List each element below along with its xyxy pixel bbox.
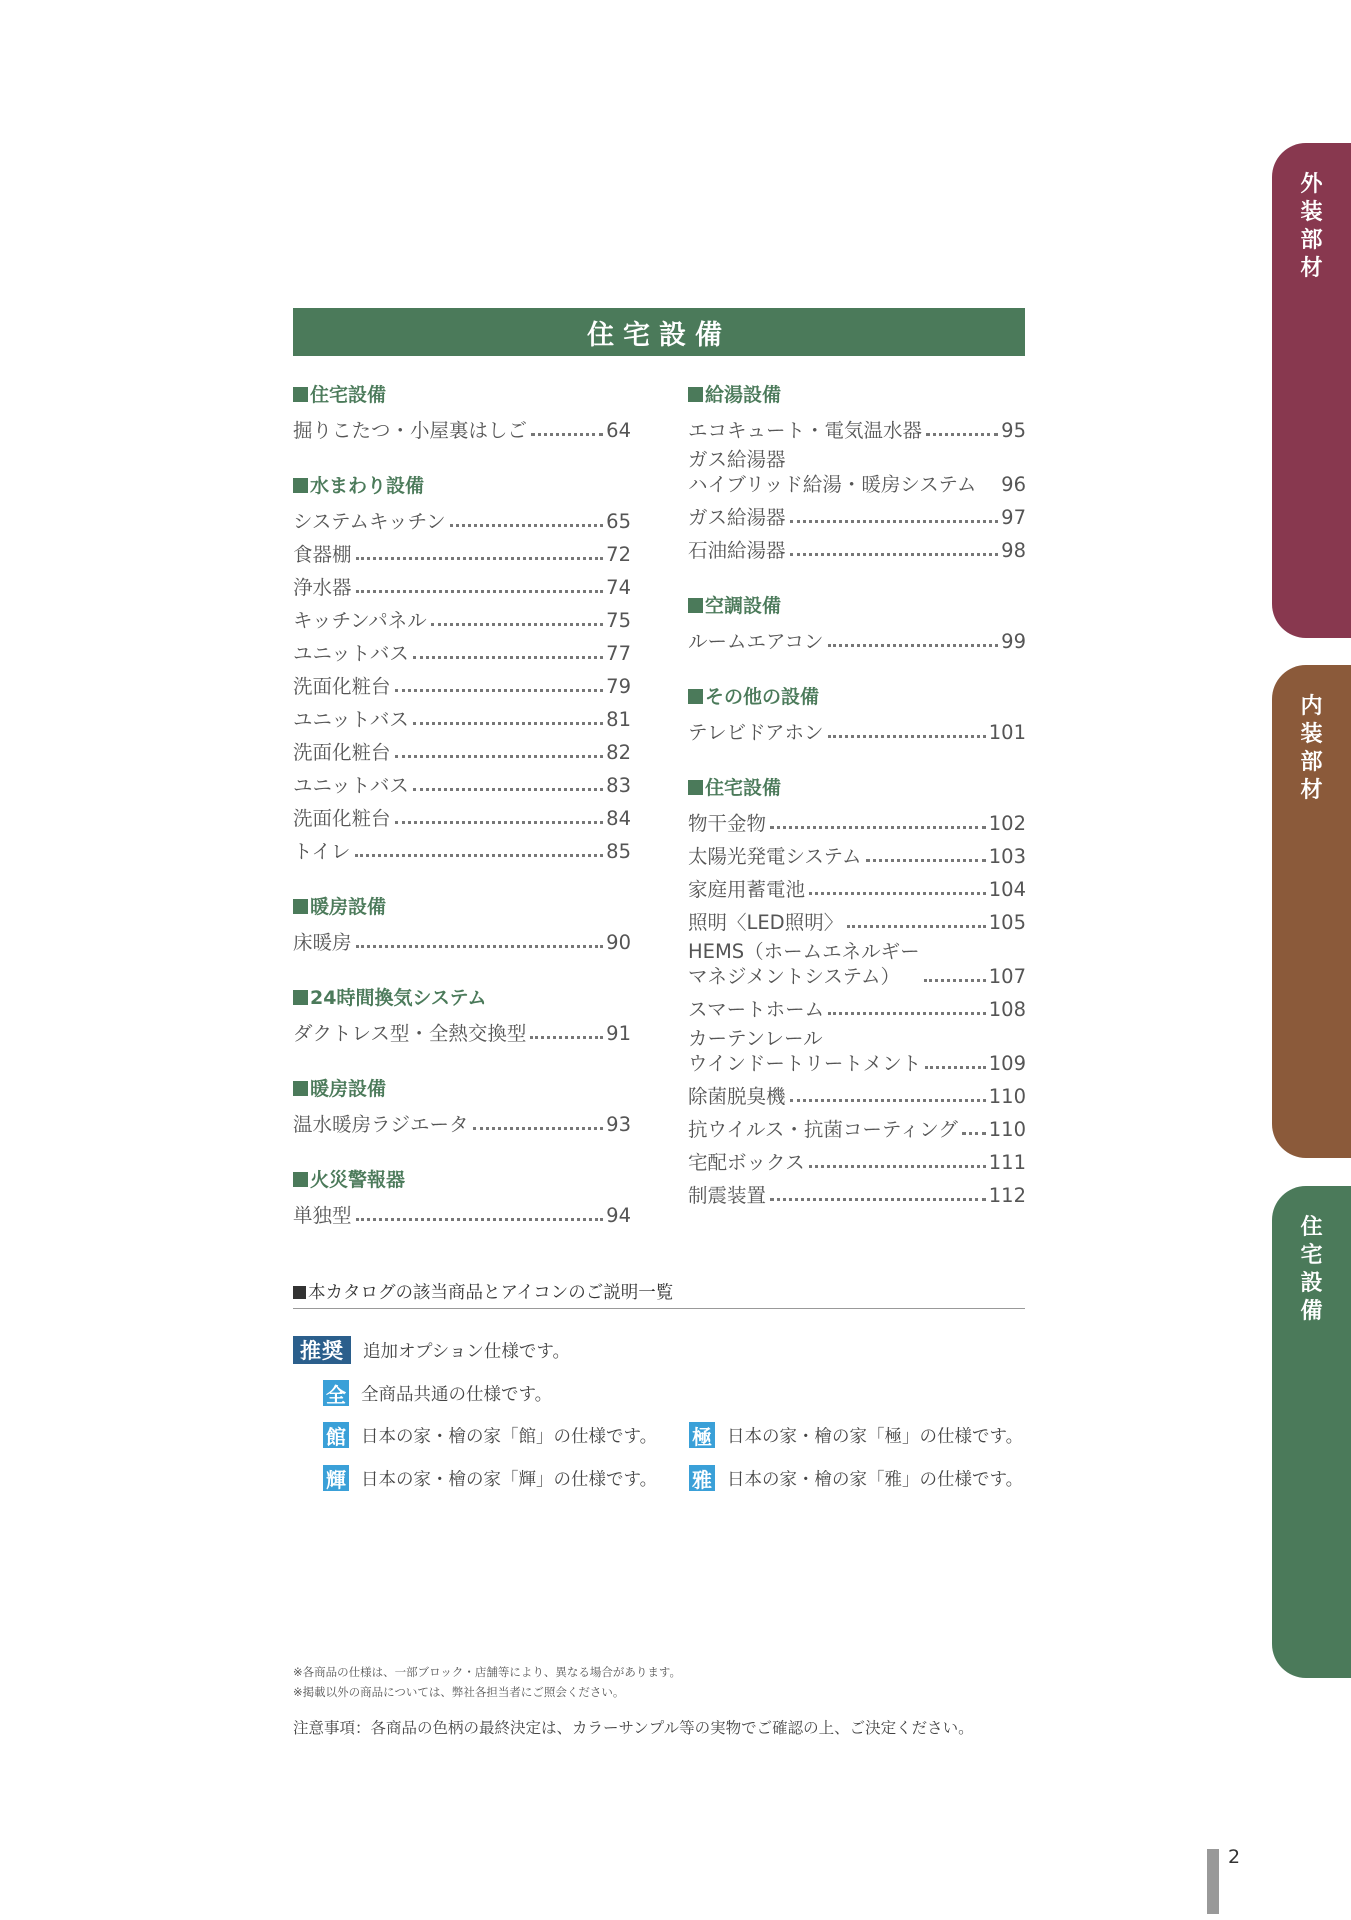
entry-page-number: 77 (606, 642, 631, 665)
entry-label: 洗面化粧台 (293, 675, 391, 698)
entry-page-number: 102 (988, 812, 1026, 835)
tab-label (1300, 693, 1322, 805)
tab-char: 部 (1300, 750, 1323, 775)
section-heading: 水まわり設備 (293, 471, 631, 501)
entry-page-number: 85 (606, 840, 631, 863)
toc-entry[interactable] (688, 621, 1026, 654)
legend-text: 全商品共通の仕様です。 (361, 1384, 553, 1405)
entry-label: トイレ (293, 840, 351, 863)
entry-label: 太陽光発電システム (688, 845, 862, 868)
entry-page-number: 79 (606, 675, 631, 698)
tab-char: 装 (1300, 722, 1323, 747)
entry-label: 石油給湯器 (688, 539, 786, 562)
entry-page-number: 103 (988, 845, 1026, 868)
entry-label: 除菌脱臭機 (688, 1085, 786, 1108)
section-heading: その他の設備 (688, 682, 1026, 712)
entry-page-number: 112 (988, 1184, 1026, 1207)
entry-label: キッチンパネル (293, 609, 427, 632)
page-number-bar (1207, 1849, 1219, 1914)
toc-section (688, 682, 1026, 745)
entry-page-number: 96 (1001, 473, 1026, 496)
toc-entry[interactable] (688, 1175, 1026, 1208)
entry-label: 掘りこたつ・小屋裏はしご (293, 419, 528, 442)
dot-leader (395, 689, 604, 692)
dot-leader (356, 1218, 604, 1221)
all-badge-icon: 全 (323, 1380, 349, 1406)
dot-leader (809, 1165, 986, 1168)
entry-page-number: 95 (1001, 419, 1026, 442)
tab-char: 住 (1300, 1215, 1323, 1240)
legend-text: 日本の家・檜の家「極」の仕様です。 (727, 1426, 1024, 1447)
toc-entry[interactable] (688, 443, 1026, 497)
dot-leader (356, 590, 604, 593)
dot-leader (962, 1132, 986, 1135)
entry-label: 抗ウイルス・抗菌コーティング (688, 1118, 958, 1141)
dot-leader (847, 925, 986, 928)
tab-exterior-materials[interactable] (1272, 143, 1351, 638)
entry-label: 宅配ボックス (688, 1151, 805, 1174)
dot-leader (828, 644, 999, 647)
entry-label: エコキュート・電気温水器 (688, 419, 923, 442)
entry-label: 浄水器 (293, 576, 352, 599)
entry-page-number: 94 (606, 1204, 631, 1227)
page-number: 2 (1228, 1846, 1241, 1868)
recommended-badge-icon: 推奨 (293, 1336, 351, 1364)
toc-section (293, 892, 631, 955)
dot-leader (790, 553, 999, 556)
legend-text: 追加オプション仕様です。 (363, 1341, 571, 1362)
entry-label: スマートホーム (688, 998, 825, 1021)
toc-entry[interactable] (293, 922, 631, 955)
legend-text: 日本の家・檜の家「輝」の仕様です。 (361, 1469, 658, 1490)
entry-label: ユニットバス (293, 708, 409, 731)
entry-label: 食器棚 (293, 543, 352, 566)
miyabi-badge-icon: 雅 (689, 1465, 715, 1491)
dot-leader (530, 1036, 603, 1039)
toc-entry[interactable] (688, 410, 1026, 443)
entry-page-number: 98 (1001, 539, 1026, 562)
entry-page-number: 110 (988, 1085, 1026, 1108)
section-heading: 住宅設備 (688, 773, 1026, 803)
toc-entry[interactable] (688, 497, 1026, 530)
entry-label: 洗面化粧台 (293, 807, 391, 830)
entry-page-number: 110 (988, 1118, 1026, 1141)
legend-title: 本カタログの該当商品とアイコンのご説明一覧 (293, 1279, 1025, 1309)
entry-page-number: 107 (988, 965, 1026, 988)
dot-leader (926, 433, 998, 436)
toc-entry[interactable] (293, 1013, 631, 1046)
legend-row-kan (323, 1422, 657, 1448)
dot-leader (866, 859, 986, 862)
dot-leader (356, 945, 604, 948)
toc-entry[interactable] (688, 935, 1026, 989)
toc-entry[interactable] (688, 902, 1026, 935)
dot-leader (413, 656, 603, 659)
toc-section (688, 773, 1026, 1208)
section-heading: 住宅設備 (293, 380, 631, 410)
dot-leader (770, 826, 986, 829)
legend-text: 日本の家・檜の家「雅」の仕様です。 (727, 1469, 1024, 1490)
entry-label: ガス給湯器 (688, 506, 786, 529)
dot-leader (413, 722, 603, 725)
entry-page-number: 64 (606, 419, 631, 442)
entry-page-number: 108 (988, 998, 1026, 1021)
toc-entry[interactable] (688, 989, 1026, 1022)
legend-row-kiwami (689, 1422, 1023, 1448)
entry-label: 制震装置 (688, 1184, 767, 1207)
dot-leader (828, 1012, 986, 1015)
toc-entry[interactable] (688, 803, 1026, 836)
section-heading: 暖房設備 (293, 1074, 631, 1104)
square-bullet-icon (293, 899, 308, 914)
toc-entry[interactable] (293, 501, 631, 534)
dot-leader (924, 979, 986, 982)
dot-leader (531, 433, 603, 436)
legend-row-kagayaki (323, 1465, 657, 1491)
toc-entry[interactable] (688, 1142, 1026, 1175)
entry-label: ガス給湯器 ハイブリッド給湯・暖房システム (688, 448, 977, 496)
toc-right-column (688, 380, 1026, 1236)
entry-label: 単独型 (293, 1204, 352, 1227)
square-bullet-icon (688, 387, 703, 402)
dot-leader (473, 1127, 604, 1130)
entry-page-number: 111 (988, 1151, 1026, 1174)
toc-entry[interactable] (688, 1022, 1026, 1076)
kagayaki-badge-icon: 輝 (323, 1465, 349, 1491)
entry-label: 家庭用蓄電池 (688, 878, 806, 901)
entry-label: 床暖房 (293, 931, 352, 954)
square-bullet-icon (293, 1081, 308, 1096)
square-bullet-icon (688, 689, 703, 704)
entry-label: 洗面化粧台 (293, 741, 391, 764)
square-bullet-icon (293, 478, 308, 493)
tab-interior-materials[interactable] (1272, 665, 1351, 1158)
toc-entry[interactable] (293, 633, 631, 666)
square-bullet-icon (688, 780, 703, 795)
toc-entry[interactable] (293, 798, 631, 831)
toc-entry[interactable] (688, 1109, 1026, 1142)
entry-label: カーテンレール ウインドートリートメント (688, 1027, 922, 1075)
tab-label (1300, 171, 1322, 283)
entry-label: システムキッチン (293, 510, 446, 533)
footnotes (293, 1662, 681, 1702)
section-heading: 給湯設備 (688, 380, 1026, 410)
tab-char: 材 (1300, 778, 1323, 803)
dot-leader (450, 524, 603, 527)
toc-entry[interactable] (293, 567, 631, 600)
entry-page-number: 105 (988, 911, 1026, 934)
section-heading: 24時間換気システム (293, 983, 631, 1013)
toc-entry[interactable] (688, 712, 1026, 745)
legend-row-recommended (293, 1336, 570, 1364)
entry-label: 物干金物 (688, 812, 767, 835)
entry-page-number: 84 (606, 807, 631, 830)
dot-leader (355, 854, 604, 857)
dot-leader (828, 735, 986, 738)
entry-page-number: 81 (606, 708, 631, 731)
entry-label: ユニットバス (293, 774, 409, 797)
dot-leader (431, 623, 603, 626)
toc-entry[interactable] (293, 666, 631, 699)
entry-label: 照明〈LED照明〉 (688, 911, 844, 934)
entry-page-number: 74 (606, 576, 631, 599)
tab-char: 装 (1300, 200, 1323, 225)
toc-section (293, 1165, 631, 1228)
toc-entry[interactable] (688, 869, 1026, 902)
entry-page-number: 104 (988, 878, 1026, 901)
entry-page-number: 75 (606, 609, 631, 632)
entry-page-number: 97 (1001, 506, 1026, 529)
toc-entry[interactable] (688, 836, 1026, 869)
toc-entry[interactable] (293, 732, 631, 765)
toc-entry[interactable] (293, 831, 631, 864)
dot-leader (809, 892, 986, 895)
dot-leader (413, 788, 603, 791)
toc-left-column (293, 380, 631, 1256)
tab-char: 宅 (1300, 1243, 1323, 1268)
dot-leader (356, 557, 604, 560)
toc-section (688, 591, 1026, 654)
toc-section (293, 983, 631, 1046)
entry-page-number: 93 (606, 1113, 631, 1136)
toc-entry[interactable] (293, 534, 631, 567)
legend-row-all (323, 1380, 552, 1406)
section-heading: 火災警報器 (293, 1165, 631, 1195)
toc-section (688, 380, 1026, 563)
toc-entry[interactable] (688, 1076, 1026, 1109)
tab-char: 材 (1300, 256, 1323, 281)
toc-entry[interactable] (293, 1104, 631, 1137)
toc-entry[interactable] (293, 410, 631, 443)
toc-section (293, 380, 631, 443)
dot-leader (395, 821, 604, 824)
entry-label: ルームエアコン (688, 630, 824, 653)
section-banner (293, 308, 1025, 356)
kan-badge-icon: 館 (323, 1422, 349, 1448)
entry-page-number: 83 (606, 774, 631, 797)
footnote: ※各商品の仕様は、一部ブロック・店舗等により、異なる場合があります。 (293, 1665, 681, 1679)
entry-page-number: 99 (1001, 630, 1026, 653)
square-bullet-icon (293, 1286, 306, 1299)
entry-label: HEMS（ホームエネルギー マネジメントシステム） (688, 940, 920, 988)
entry-label: ダクトレス型・全熱交換型 (293, 1022, 527, 1045)
entry-label: 温水暖房ラジエータ (293, 1113, 469, 1136)
entry-label: テレビドアホン (688, 721, 824, 744)
square-bullet-icon (293, 1172, 308, 1187)
square-bullet-icon (293, 387, 308, 402)
dot-leader (790, 520, 999, 523)
tab-char: 外 (1300, 172, 1323, 197)
section-heading: 暖房設備 (293, 892, 631, 922)
entry-page-number: 65 (606, 510, 631, 533)
toc-section (293, 1074, 631, 1137)
square-bullet-icon (688, 598, 703, 613)
toc-entry[interactable] (293, 765, 631, 798)
square-bullet-icon (293, 990, 308, 1005)
tab-char: 部 (1300, 228, 1323, 253)
toc-section (293, 471, 631, 864)
tab-label (1300, 1214, 1322, 1326)
entry-label: ユニットバス (293, 642, 409, 665)
entry-page-number: 82 (606, 741, 631, 764)
tab-housing-equipment[interactable] (1272, 1186, 1351, 1678)
legend-text: 日本の家・檜の家「館」の仕様です。 (361, 1426, 658, 1447)
toc-entry[interactable] (688, 530, 1026, 563)
toc-entry[interactable] (293, 699, 631, 732)
entry-page-number: 91 (606, 1022, 631, 1045)
legend-row-miyabi (689, 1465, 1023, 1491)
entry-page-number: 90 (606, 931, 631, 954)
toc-entry[interactable] (293, 1195, 631, 1228)
tab-char: 内 (1300, 694, 1323, 719)
tab-char: 設 (1300, 1271, 1323, 1296)
footnote: ※掲載以外の商品については、弊社各担当者にご照会ください。 (293, 1685, 625, 1699)
entry-page-number: 72 (606, 543, 631, 566)
dot-leader (925, 1066, 986, 1069)
dot-leader (770, 1198, 986, 1201)
tab-char: 備 (1300, 1299, 1323, 1324)
dot-leader (790, 1099, 986, 1102)
entry-page-number: 101 (988, 721, 1026, 744)
toc-entry[interactable] (293, 600, 631, 633)
entry-page-number: 109 (988, 1052, 1026, 1075)
kiwami-badge-icon: 極 (689, 1422, 715, 1448)
banner-title: 住宅設備 (587, 319, 731, 351)
dot-leader (395, 755, 604, 758)
caution-text: 注意事項：各商品の色柄の最終決定は、カラーサンプル等の実物でご確認の上、ご決定ください。 (293, 1719, 974, 1737)
section-heading: 空調設備 (688, 591, 1026, 621)
